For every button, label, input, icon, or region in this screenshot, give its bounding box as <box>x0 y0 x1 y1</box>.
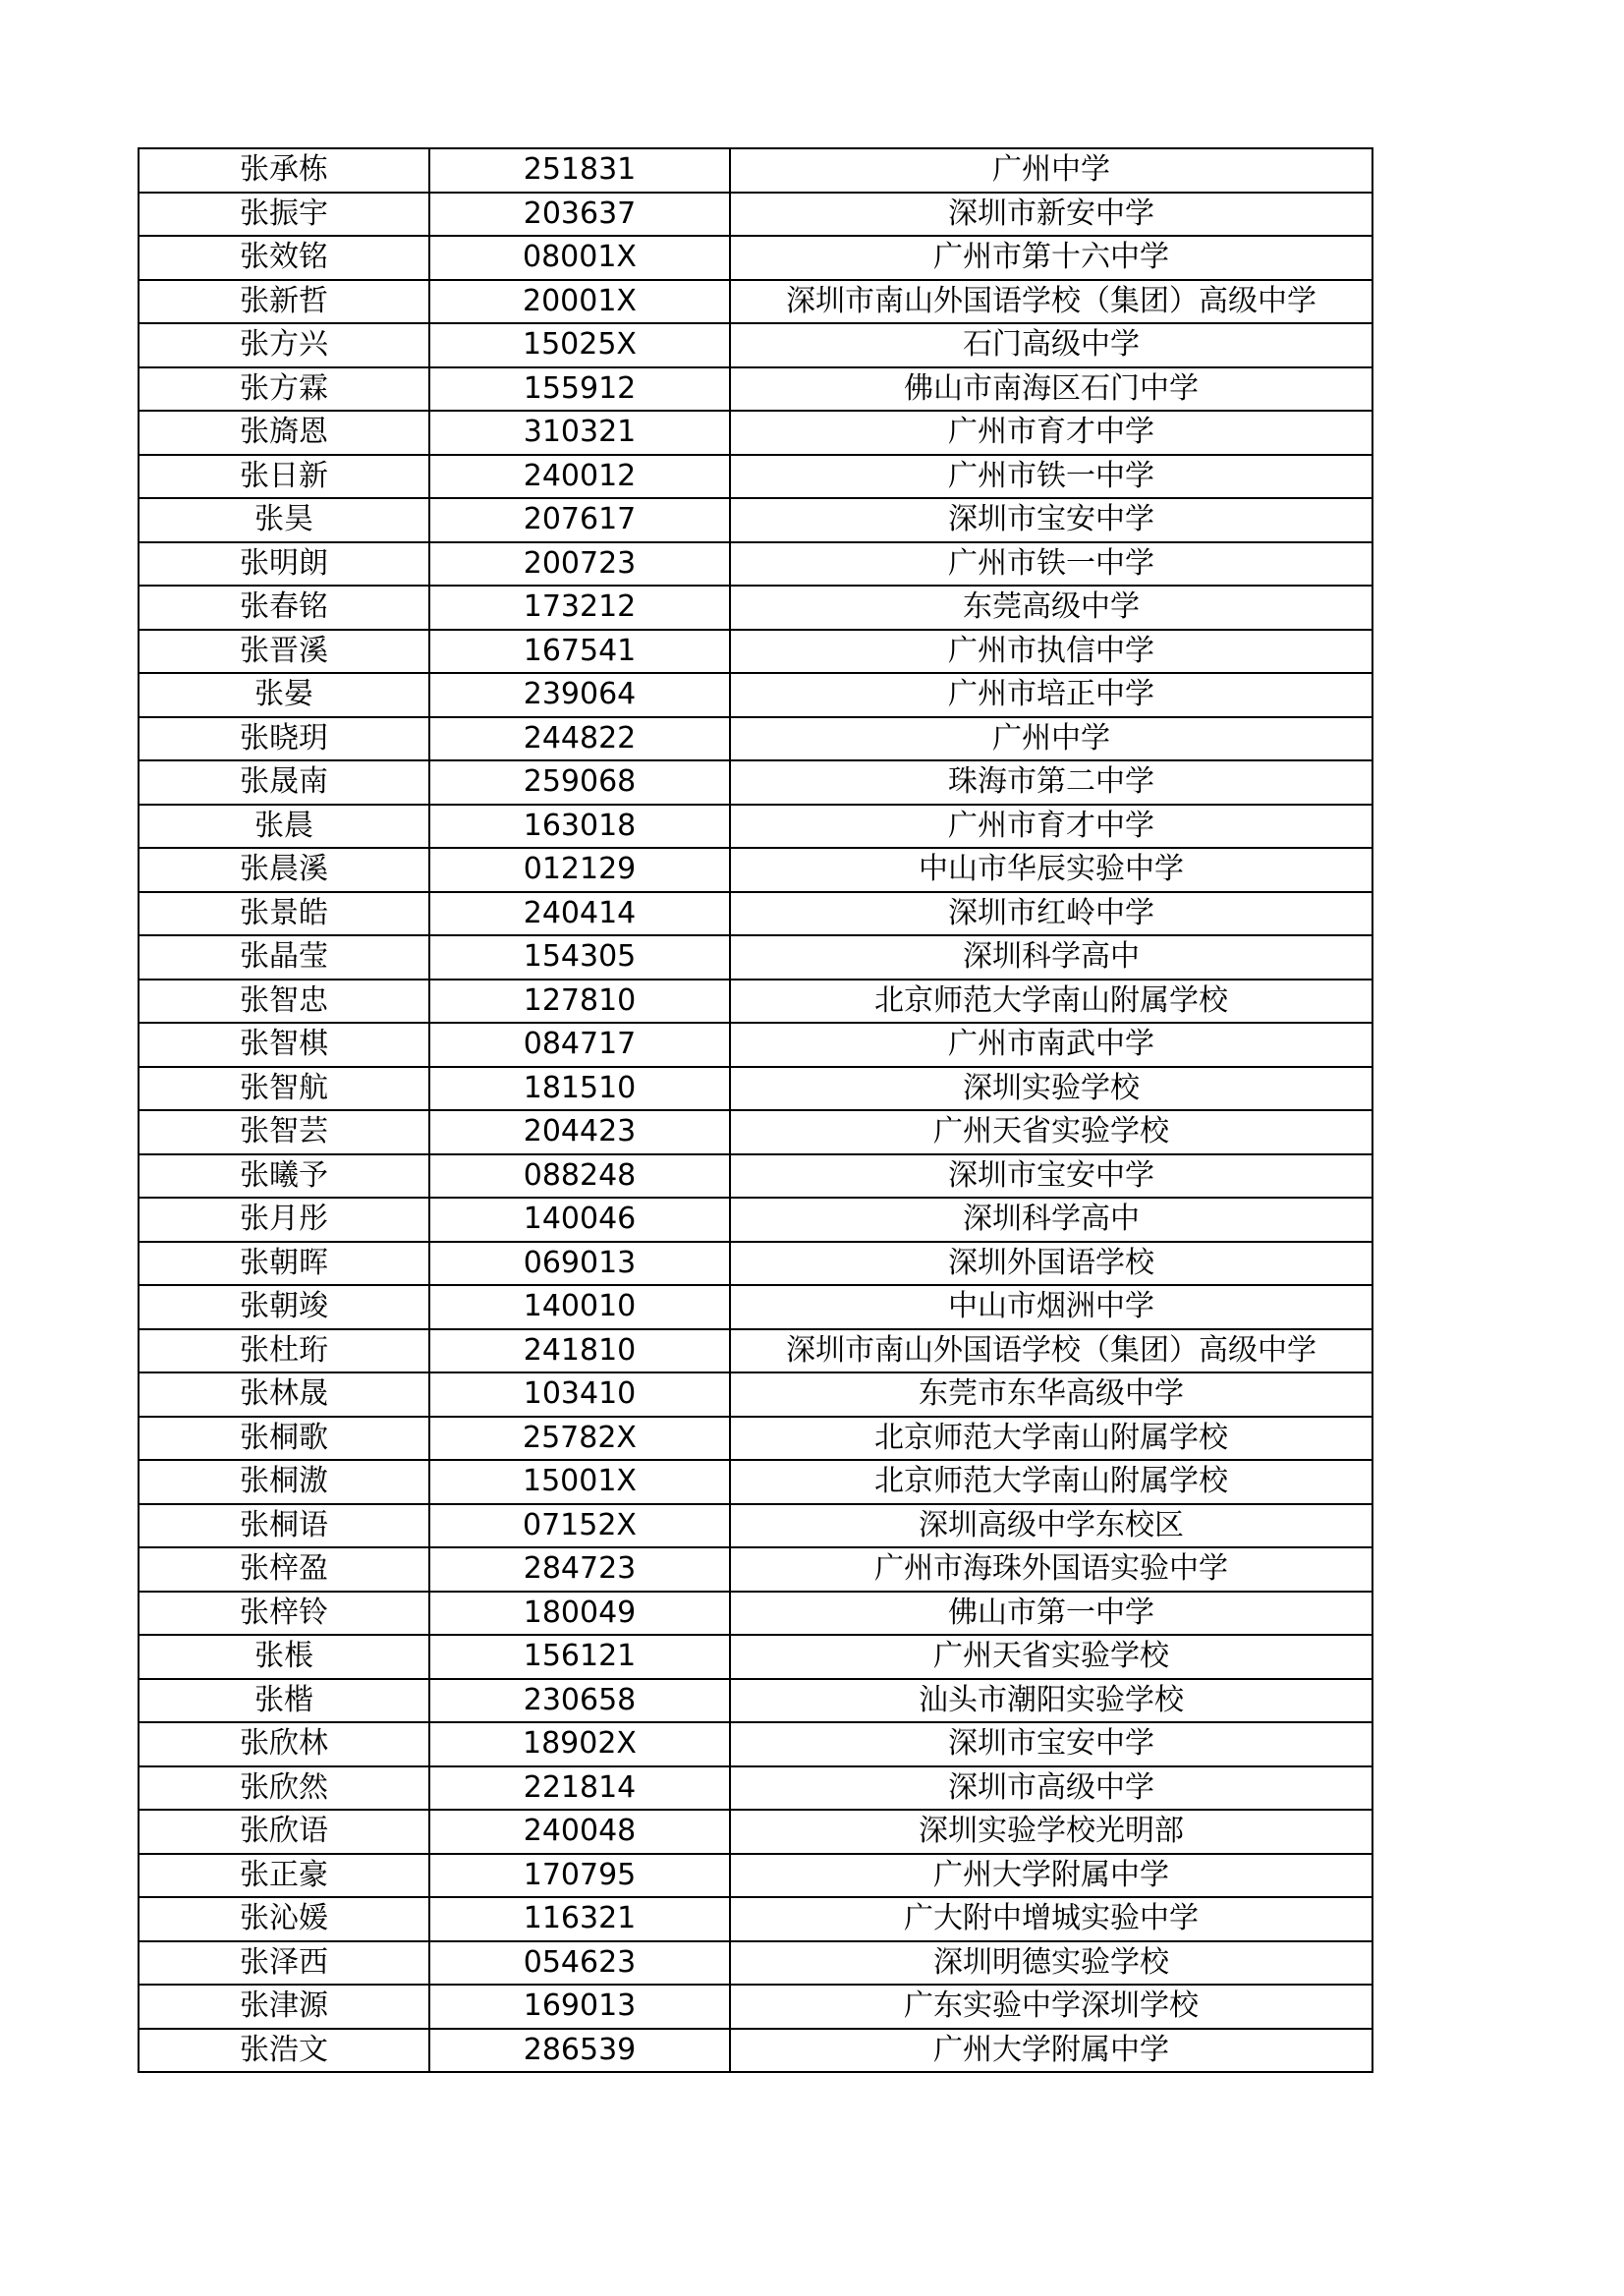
school-name-cell: 广州市育才中学 <box>730 411 1372 455</box>
student-name-cell: 张明朗 <box>139 542 429 587</box>
school-name-cell: 珠海市第二中学 <box>730 760 1372 805</box>
student-id-cell: 088248 <box>429 1154 730 1199</box>
student-name-cell: 张桐语 <box>139 1504 429 1548</box>
student-name-cell: 张晨溪 <box>139 848 429 892</box>
school-name-cell: 北京师范大学南山附属学校 <box>730 1460 1372 1504</box>
school-name-cell: 广州市培正中学 <box>730 673 1372 717</box>
student-id-cell: 241810 <box>429 1329 730 1373</box>
school-name-cell: 深圳科学高中 <box>730 1198 1372 1242</box>
student-id-cell: 200723 <box>429 542 730 587</box>
student-id-cell: 170795 <box>429 1854 730 1898</box>
table-row <box>139 542 1372 587</box>
student-id-cell: 07152X <box>429 1504 730 1548</box>
table-row <box>139 673 1372 717</box>
roster-table-body <box>139 148 1372 2072</box>
student-name-cell: 张振宇 <box>139 193 429 237</box>
student-name-cell: 张浩文 <box>139 2029 429 2073</box>
student-name-cell: 张智航 <box>139 1067 429 1111</box>
student-name-cell: 张曦予 <box>139 1154 429 1199</box>
table-row <box>139 760 1372 805</box>
student-id-cell: 116321 <box>429 1897 730 1941</box>
school-name-cell: 深圳实验学校光明部 <box>730 1810 1372 1854</box>
table-row <box>139 1635 1372 1679</box>
student-name-cell: 张智棋 <box>139 1023 429 1067</box>
student-name-cell: 张方霖 <box>139 367 429 412</box>
student-id-cell: 244822 <box>429 717 730 761</box>
student-id-cell: 181510 <box>429 1067 730 1111</box>
school-name-cell: 深圳市宝安中学 <box>730 1154 1372 1199</box>
table-row <box>139 935 1372 980</box>
student-id-cell: 221814 <box>429 1766 730 1811</box>
student-id-cell: 240414 <box>429 892 730 936</box>
student-id-cell: 203637 <box>429 193 730 237</box>
student-name-cell: 张昊 <box>139 498 429 542</box>
school-name-cell: 广州天省实验学校 <box>730 1635 1372 1679</box>
student-name-cell: 张月彤 <box>139 1198 429 1242</box>
student-name-cell: 张正豪 <box>139 1854 429 1898</box>
table-row <box>139 323 1372 367</box>
student-name-cell: 张晋溪 <box>139 630 429 674</box>
student-name-cell: 张沁媛 <box>139 1897 429 1941</box>
student-id-cell: 239064 <box>429 673 730 717</box>
student-name-cell: 张新哲 <box>139 280 429 324</box>
table-row <box>139 411 1372 455</box>
school-name-cell: 广大附中增城实验中学 <box>730 1897 1372 1941</box>
student-name-cell: 张林晟 <box>139 1372 429 1417</box>
student-name-cell: 张效铭 <box>139 236 429 280</box>
table-row <box>139 498 1372 542</box>
table-row <box>139 455 1372 499</box>
student-id-cell: 15025X <box>429 323 730 367</box>
table-row <box>139 1985 1372 2029</box>
table-row <box>139 1504 1372 1548</box>
student-name-cell: 张泽西 <box>139 1941 429 1986</box>
student-id-cell: 18902X <box>429 1722 730 1766</box>
school-name-cell: 北京师范大学南山附属学校 <box>730 980 1372 1024</box>
school-name-cell: 深圳市南山外国语学校（集团）高级中学 <box>730 280 1372 324</box>
school-name-cell: 广州市海珠外国语实验中学 <box>730 1547 1372 1592</box>
school-name-cell: 汕头市潮阳实验学校 <box>730 1679 1372 1723</box>
student-name-cell: 张棖 <box>139 1635 429 1679</box>
table-row <box>139 367 1372 412</box>
student-name-cell: 张晨 <box>139 805 429 849</box>
student-name-cell: 张春铭 <box>139 586 429 630</box>
table-row <box>139 1417 1372 1461</box>
table-row <box>139 805 1372 849</box>
student-name-cell: 张方兴 <box>139 323 429 367</box>
student-id-cell: 054623 <box>429 1941 730 1986</box>
student-id-cell: 103410 <box>429 1372 730 1417</box>
table-row <box>139 1067 1372 1111</box>
student-id-cell: 180049 <box>429 1592 730 1636</box>
student-name-cell: 张晟南 <box>139 760 429 805</box>
student-id-cell: 012129 <box>429 848 730 892</box>
student-id-cell: 284723 <box>429 1547 730 1592</box>
table-row <box>139 193 1372 237</box>
school-name-cell: 深圳市新安中学 <box>730 193 1372 237</box>
school-name-cell: 广东实验中学深圳学校 <box>730 1985 1372 2029</box>
table-row <box>139 1329 1372 1373</box>
student-name-cell: 张欣语 <box>139 1810 429 1854</box>
student-id-cell: 230658 <box>429 1679 730 1723</box>
table-row <box>139 1941 1372 1986</box>
student-id-cell: 140046 <box>429 1198 730 1242</box>
student-name-cell: 张日新 <box>139 455 429 499</box>
student-id-cell: 240012 <box>429 455 730 499</box>
school-name-cell: 广州市第十六中学 <box>730 236 1372 280</box>
school-name-cell: 中山市华辰实验中学 <box>730 848 1372 892</box>
student-name-cell: 张晶莹 <box>139 935 429 980</box>
school-name-cell: 广州中学 <box>730 717 1372 761</box>
table-row <box>139 1854 1372 1898</box>
student-name-cell: 张桐滶 <box>139 1460 429 1504</box>
student-id-cell: 20001X <box>429 280 730 324</box>
student-id-cell: 25782X <box>429 1417 730 1461</box>
student-name-cell: 张智芸 <box>139 1110 429 1154</box>
table-row <box>139 586 1372 630</box>
student-name-cell: 张欣然 <box>139 1766 429 1811</box>
table-row <box>139 280 1372 324</box>
roster-table <box>138 147 1373 2073</box>
table-row <box>139 980 1372 1024</box>
school-name-cell: 深圳市南山外国语学校（集团）高级中学 <box>730 1329 1372 1373</box>
table-row <box>139 1285 1372 1329</box>
table-row <box>139 1810 1372 1854</box>
school-name-cell: 深圳科学高中 <box>730 935 1372 980</box>
school-name-cell: 深圳实验学校 <box>730 1067 1372 1111</box>
student-id-cell: 140010 <box>429 1285 730 1329</box>
table-row <box>139 2029 1372 2073</box>
table-row <box>139 236 1372 280</box>
school-name-cell: 深圳外国语学校 <box>730 1242 1372 1286</box>
table-row <box>139 1198 1372 1242</box>
table-row <box>139 1154 1372 1199</box>
student-name-cell: 张欣林 <box>139 1722 429 1766</box>
student-name-cell: 张承栋 <box>139 148 429 193</box>
student-id-cell: 204423 <box>429 1110 730 1154</box>
student-id-cell: 163018 <box>429 805 730 849</box>
school-name-cell: 中山市烟洲中学 <box>730 1285 1372 1329</box>
student-id-cell: 084717 <box>429 1023 730 1067</box>
student-id-cell: 156121 <box>429 1635 730 1679</box>
student-id-cell: 167541 <box>429 630 730 674</box>
school-name-cell: 广州市南武中学 <box>730 1023 1372 1067</box>
school-name-cell: 广州市铁一中学 <box>730 455 1372 499</box>
student-id-cell: 259068 <box>429 760 730 805</box>
school-name-cell: 石门高级中学 <box>730 323 1372 367</box>
student-name-cell: 张桐歌 <box>139 1417 429 1461</box>
table-row <box>139 1766 1372 1811</box>
school-name-cell: 佛山市南海区石门中学 <box>730 367 1372 412</box>
student-name-cell: 张朝竣 <box>139 1285 429 1329</box>
table-row <box>139 148 1372 193</box>
student-id-cell: 251831 <box>429 148 730 193</box>
school-name-cell: 广州中学 <box>730 148 1372 193</box>
student-id-cell: 169013 <box>429 1985 730 2029</box>
table-row <box>139 848 1372 892</box>
student-name-cell: 张楷 <box>139 1679 429 1723</box>
table-row <box>139 630 1372 674</box>
school-name-cell: 深圳市高级中学 <box>730 1766 1372 1811</box>
student-id-cell: 069013 <box>429 1242 730 1286</box>
student-name-cell: 张景皓 <box>139 892 429 936</box>
student-name-cell: 张梓盈 <box>139 1547 429 1592</box>
student-id-cell: 286539 <box>429 2029 730 2073</box>
table-row <box>139 1023 1372 1067</box>
student-id-cell: 127810 <box>429 980 730 1024</box>
table-row <box>139 717 1372 761</box>
table-row <box>139 1460 1372 1504</box>
student-name-cell: 张旖恩 <box>139 411 429 455</box>
school-name-cell: 广州大学附属中学 <box>730 2029 1372 2073</box>
school-name-cell: 广州市执信中学 <box>730 630 1372 674</box>
student-id-cell: 154305 <box>429 935 730 980</box>
student-id-cell: 240048 <box>429 1810 730 1854</box>
table-row <box>139 1110 1372 1154</box>
student-id-cell: 15001X <box>429 1460 730 1504</box>
school-name-cell: 深圳市红岭中学 <box>730 892 1372 936</box>
school-name-cell: 北京师范大学南山附属学校 <box>730 1417 1372 1461</box>
table-row <box>139 1242 1372 1286</box>
school-name-cell: 深圳明德实验学校 <box>730 1941 1372 1986</box>
school-name-cell: 广州大学附属中学 <box>730 1854 1372 1898</box>
student-name-cell: 张朝晖 <box>139 1242 429 1286</box>
table-row <box>139 1592 1372 1636</box>
school-name-cell: 广州市铁一中学 <box>730 542 1372 587</box>
student-name-cell: 张梓铃 <box>139 1592 429 1636</box>
student-id-cell: 310321 <box>429 411 730 455</box>
school-name-cell: 深圳市宝安中学 <box>730 498 1372 542</box>
table-row <box>139 1679 1372 1723</box>
table-row <box>139 1722 1372 1766</box>
school-name-cell: 广州天省实验学校 <box>730 1110 1372 1154</box>
school-name-cell: 佛山市第一中学 <box>730 1592 1372 1636</box>
table-row <box>139 1547 1372 1592</box>
school-name-cell: 深圳市宝安中学 <box>730 1722 1372 1766</box>
table-row <box>139 1897 1372 1941</box>
table-row <box>139 892 1372 936</box>
student-id-cell: 08001X <box>429 236 730 280</box>
student-name-cell: 张晓玥 <box>139 717 429 761</box>
school-name-cell: 广州市育才中学 <box>730 805 1372 849</box>
student-id-cell: 173212 <box>429 586 730 630</box>
table-row <box>139 1372 1372 1417</box>
student-id-cell: 207617 <box>429 498 730 542</box>
student-id-cell: 155912 <box>429 367 730 412</box>
school-name-cell: 东莞高级中学 <box>730 586 1372 630</box>
student-name-cell: 张智忠 <box>139 980 429 1024</box>
student-name-cell: 张津源 <box>139 1985 429 2029</box>
student-name-cell: 张杜珩 <box>139 1329 429 1373</box>
school-name-cell: 深圳高级中学东校区 <box>730 1504 1372 1548</box>
school-name-cell: 东莞市东华高级中学 <box>730 1372 1372 1417</box>
student-name-cell: 张晏 <box>139 673 429 717</box>
